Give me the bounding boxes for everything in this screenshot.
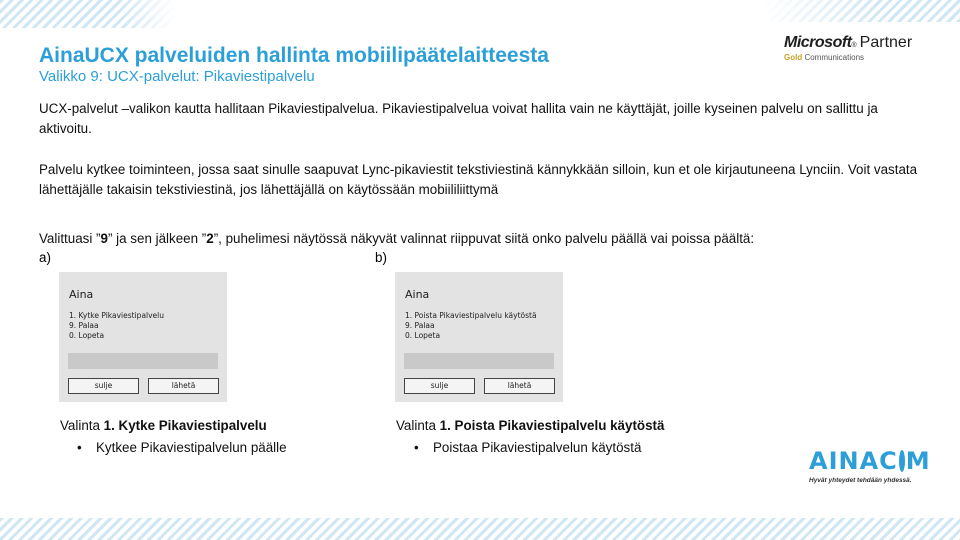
phone-screen-a: [59, 272, 227, 402]
ainacom-wordmark: [809, 447, 929, 475]
option-label-b: b): [375, 250, 387, 265]
close-button[interactable]: sulje: [68, 378, 139, 394]
phone-title: Aina: [405, 288, 430, 301]
instruction-paragraph: [39, 229, 929, 249]
bullet-dot-icon: •: [414, 440, 419, 455]
bullet-b: [414, 440, 641, 455]
bullet-dot-icon: •: [77, 440, 82, 455]
instruction-text-start: Valittuasi ”: [39, 231, 101, 246]
slide-subtitle: Valikko 9: UCX-palvelut: Pikaviestipalvelu: [39, 68, 315, 85]
gold-label: Gold: [784, 53, 803, 62]
intro-paragraph: UCX-palvelut –valikon kautta hallitaan Pikaviestipalvelua. Pikaviestipalvelua voivat hallita vain ne käyttäjät, joille kyseinen palvelu on sallittu ja aktivoitu.: [39, 101, 878, 136]
phone-screen-b: [395, 272, 563, 402]
registered-mark-icon: ®: [851, 42, 857, 49]
decorative-stripes-bottom: [0, 518, 960, 540]
bullet-text: Poistaa Pikaviestipalvelun käytöstä: [433, 440, 642, 455]
menu-item-quit[interactable]: 0. Lopeta: [69, 331, 105, 340]
partner-wordmark: Partner: [859, 34, 913, 51]
send-button[interactable]: lähetä: [484, 378, 555, 394]
phone-title: Aina: [69, 288, 94, 301]
instruction-text-end: ”, puhelimesi näytössä näkyvät valinnat riippuvat siitä onko palvelu päällä vai poissa päältä:: [213, 231, 755, 246]
close-button[interactable]: sulje: [404, 378, 475, 394]
menu-item-enable-service[interactable]: 1. Kytke Pikaviestipalvelu: [69, 311, 165, 320]
send-button[interactable]: lähetä: [148, 378, 219, 394]
microsoft-wordmark: Microsoft: [784, 34, 852, 51]
service-description-paragraph: Palvelu kytkee toiminteen, jossa saat sinulle saapuvat Lync-pikaviestit tekstiviestinä kännykkään silloin, kun et ole kirjautuneena Lynciin. Voit vastata lähettäjälle takaisin tekstiviestinä, jos lähettäjällä on käytössään mobiililiittymä: [39, 162, 918, 197]
instruction-key-9: 9: [100, 231, 108, 246]
competency-line: [784, 53, 944, 62]
phone-input-field[interactable]: [68, 353, 218, 369]
decorative-stripes-top-right: [760, 0, 960, 22]
decorative-stripes-top-left: [0, 0, 175, 28]
ainacom-wordmark-end: M: [905, 447, 931, 475]
caption-prefix: Valinta: [396, 418, 440, 433]
ainacom-tagline: Hyvät yhteydet tehdään yhdessä.: [809, 477, 912, 484]
phone-menu: [405, 311, 537, 341]
menu-item-back[interactable]: 9. Palaa: [69, 321, 99, 330]
caption-option: 1. Poista Pikaviestipalvelu käytöstä: [439, 418, 665, 433]
bullet-a: [77, 440, 287, 455]
instruction-key-2: 2: [206, 231, 214, 246]
caption-b: [396, 418, 664, 433]
menu-item-disable-service[interactable]: 1. Poista Pikaviestipalvelu käytöstä: [405, 311, 537, 320]
option-label-a: a): [39, 250, 51, 265]
caption-a: [60, 418, 267, 433]
bullet-text: Kytkee Pikaviestipalvelun päälle: [96, 440, 287, 455]
slide-title: AinaUCX palveluiden hallinta mobiilipäätelaitteesta: [39, 44, 549, 67]
competency-label: Communications: [804, 53, 865, 62]
ainacom-logo: [809, 447, 929, 484]
menu-item-back[interactable]: 9. Palaa: [405, 321, 435, 330]
microsoft-partner-logo: [784, 34, 944, 62]
caption-option: 1. Kytke Pikaviestipalvelu: [103, 418, 267, 433]
instruction-text-middle: ” ja sen jälkeen ”: [107, 231, 207, 246]
phone-menu: [69, 311, 164, 341]
ainacom-ring-icon: [899, 450, 905, 472]
phone-input-field[interactable]: [404, 353, 554, 369]
menu-item-quit[interactable]: 0. Lopeta: [405, 331, 441, 340]
ainacom-wordmark-start: AINAC: [809, 447, 898, 475]
caption-prefix: Valinta: [60, 418, 104, 433]
